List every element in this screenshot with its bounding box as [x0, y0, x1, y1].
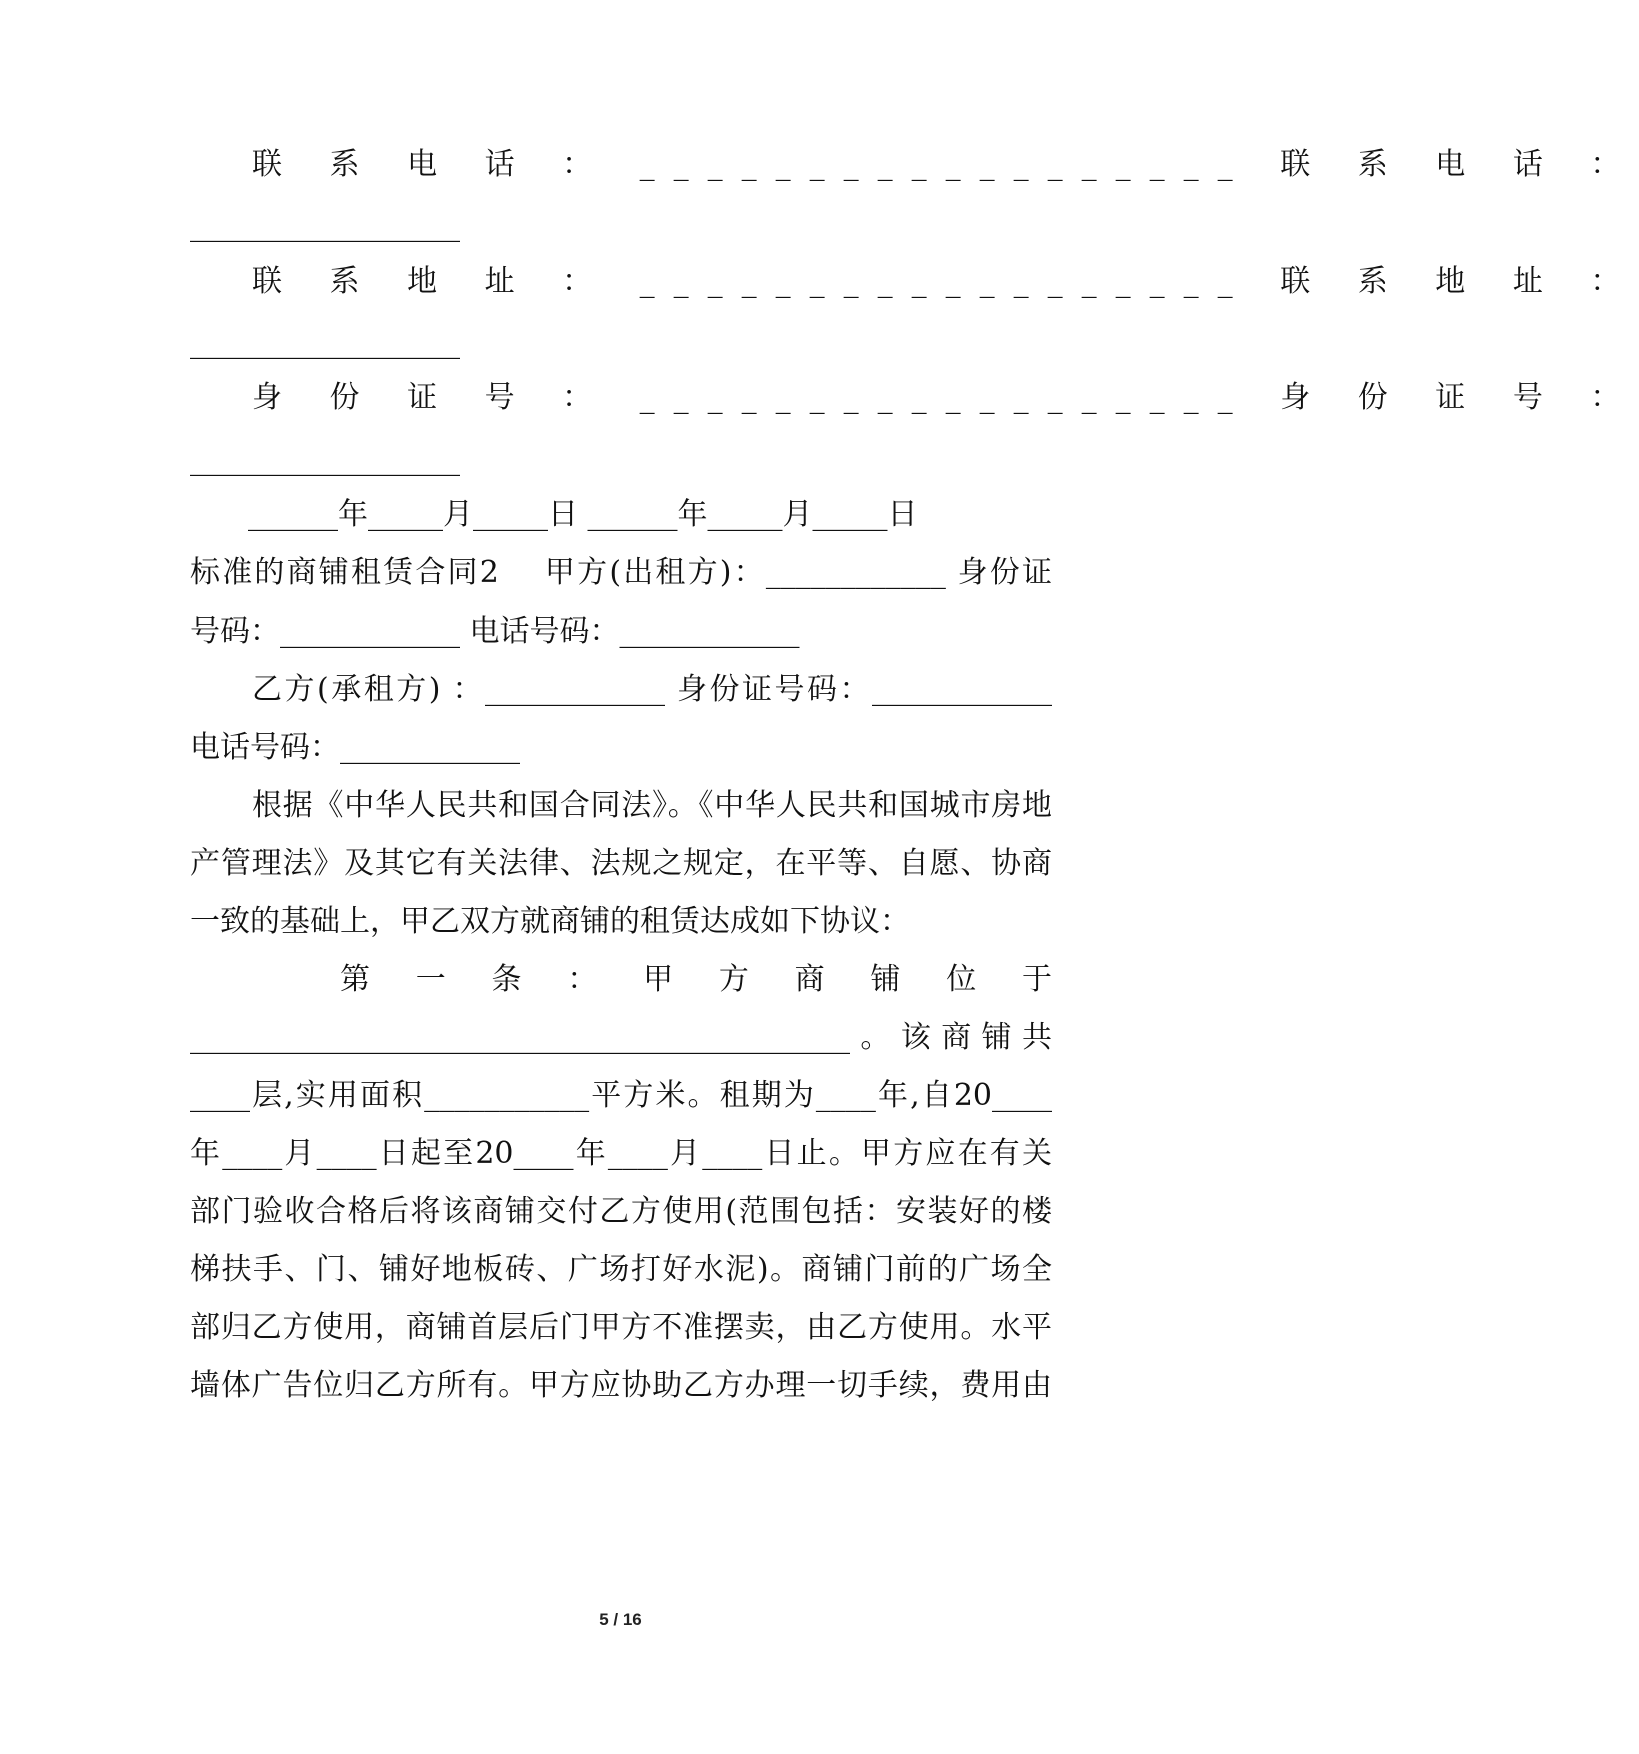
- date-line: ______年_____月_____日 ______年_____月_____日: [248, 497, 918, 532]
- contact-phone-blank: __________________: [190, 208, 460, 243]
- paragraph-line: 一致的基础上，甲乙双方就商铺的租赁达成如下协议：: [190, 904, 910, 939]
- paragraph-line: 年____月____日起至20____年____月____日止。甲方应在有关: [190, 1136, 1052, 1171]
- contact-phone-line: 联 系 电 话 ： __________________ 联 系 电 话 ：: [252, 147, 1639, 182]
- party-a-phone-line: 号码：____________ 电话号码：____________: [190, 614, 800, 649]
- paragraph-line: ____层,实用面积___________平方米。租期为____年,自20____: [190, 1078, 1052, 1113]
- party-b-line: 乙方(承租方) ：____________ 身份证号码：____________: [252, 672, 1052, 707]
- paragraph-line: 梯扶手、门、铺好地板砖、广场打好水泥)。商铺门前的广场全: [190, 1252, 1052, 1287]
- id-number-line: 身 份 证 号 ： __________________ 身 份 证 号 ：: [252, 380, 1639, 415]
- paragraph-line: 部归乙方使用，商铺首层后门甲方不准摆卖，由乙方使用。水平: [190, 1310, 1052, 1345]
- party-b-phone-line: 电话号码：____________: [190, 730, 520, 765]
- paragraph-line: ____________________________________________。该商铺共: [190, 1020, 1052, 1055]
- page-number: 5 / 16: [599, 1610, 642, 1629]
- paragraph-line: 产管理法》及其它有关法律、法规之规定，在平等、自愿、协商: [190, 846, 1052, 881]
- contact-address-blank: __________________: [190, 325, 460, 360]
- paragraph-line: 墙体广告位归乙方所有。甲方应协助乙方办理一切手续，费用由: [190, 1368, 1052, 1403]
- article-one-heading: 第 一 条 ： 甲 方 商 铺 位 于: [340, 962, 1052, 997]
- paragraph-line: 根据《中华人民共和国合同法》。《中华人民共和国城市房地: [252, 788, 1052, 823]
- id-number-blank: __________________: [190, 442, 460, 477]
- contract-title-line: 标准的商铺租赁合同2 甲方(出租方)：____________ 身份证: [190, 555, 1052, 590]
- contact-address-line: 联 系 地 址 ： __________________ 联 系 地 址 ：: [252, 264, 1639, 299]
- paragraph-line: 部门验收合格后将该商铺交付乙方使用(范围包括：安装好的楼: [190, 1194, 1052, 1229]
